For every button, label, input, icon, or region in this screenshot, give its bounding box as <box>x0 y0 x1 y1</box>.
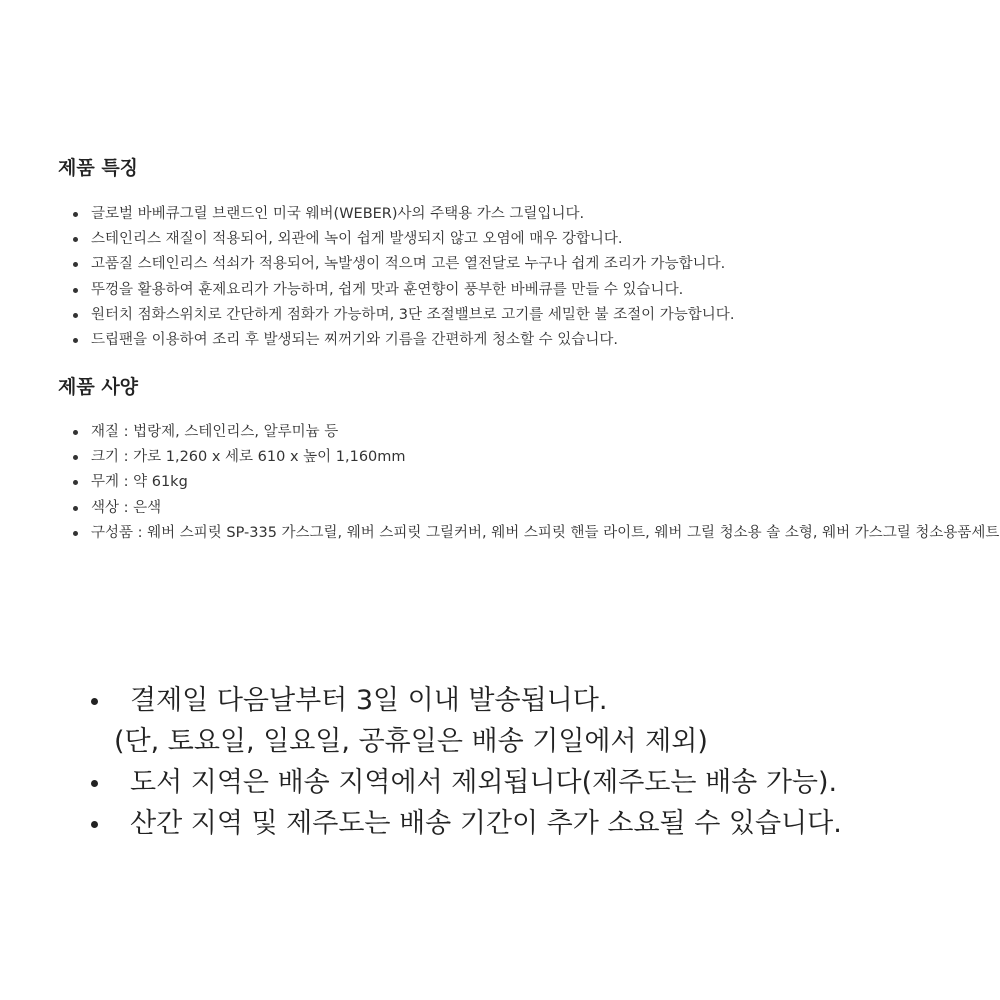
shipping-item-note <box>90 721 990 762</box>
features-list <box>72 202 734 353</box>
list-item: 고품질 스테인리스 석쇠가 적용되어, 녹발생이 적으며 고른 열전달로 누구나 쉽게 조리가 가능합니다. <box>72 252 734 277</box>
list-item: 구성품 : 웨버 스피릿 SP-335 가스그릴, 웨버 스피릿 그릴커버, 웨버 스피릿 핸들 라이트, 웨버 그릴 청소용 솔 소형, 웨버 가스그릴 청소용품세트 <box>72 521 1000 546</box>
list-item: 색상 : 은색 <box>72 496 1000 521</box>
list-item: 무게 : 약 61kg <box>72 470 1000 495</box>
list-item: 재질 : 법랑제, 스테인리스, 알루미늄 등 <box>72 420 1000 445</box>
shipping-item <box>90 680 990 721</box>
list-item: 크기 : 가로 1,260 x 세로 610 x 높이 1,160mm <box>72 445 1000 470</box>
list-item: 뚜껑을 활용하여 훈제요리가 가능하며, 쉽게 맛과 훈연향이 풍부한 바베큐를 만들 수 있습니다. <box>72 278 734 303</box>
shipping-dispatch-text: 결제일 다음날부터 3일 이내 발송됩니다. <box>130 685 608 716</box>
shipping-item <box>90 803 990 844</box>
shipping-item <box>90 762 990 803</box>
list-item: 원터치 점화스위치로 간단하게 점화가 가능하며, 3단 조절밸브로 고기를 세밀한 불 조절이 가능합니다. <box>72 303 734 328</box>
list-item: 드립팬을 이용하여 조리 후 발생되는 찌꺼기와 기름을 간편하게 청소할 수 있습니다. <box>72 328 734 353</box>
specs-heading: 제품 사양 <box>58 376 139 398</box>
list-item: 스테인리스 재질이 적용되어, 외관에 녹이 쉽게 발생되지 않고 오염에 매우 강합니다. <box>72 227 734 252</box>
shipping-island-text: 도서 지역은 배송 지역에서 제외됩니다(제주도는 배송 가능). <box>130 767 838 798</box>
shipping-exclusion-note: (단, 토요일, 일요일, 공휴일은 배송 기일에서 제외) <box>114 726 708 757</box>
shipping-remote-text: 산간 지역 및 제주도는 배송 기간이 추가 소요될 수 있습니다. <box>130 808 842 839</box>
list-item: 글로벌 바베큐그릴 브랜드인 미국 웨버(WEBER)사의 주택용 가스 그릴입니다. <box>72 202 734 227</box>
shipping-notice <box>90 680 990 844</box>
features-heading: 제품 특징 <box>58 157 139 179</box>
specs-list <box>72 420 1000 546</box>
